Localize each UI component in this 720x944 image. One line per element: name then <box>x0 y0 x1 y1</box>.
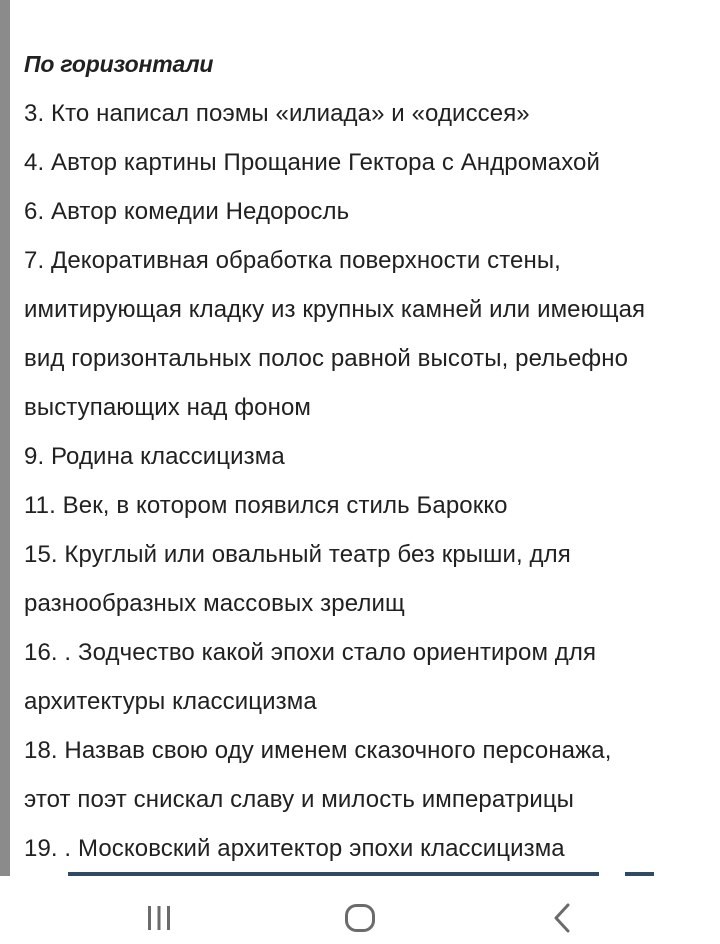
scroll-edge-bar <box>0 0 10 876</box>
text-line: 16. . Зодчество какой эпохи стало ориентиром для <box>24 639 597 666</box>
text-line: архитектуры классицизма <box>24 688 317 715</box>
text-line: 18. Назвав свою оду именем сказочного персонажа, <box>24 737 612 764</box>
text-line: 11. Век, в котором появился стиль Барокко <box>24 492 508 519</box>
text-line: 19. . Московский архитектор эпохи классицизма <box>24 835 565 862</box>
text-line: 15. Круглый или овальный театр без крыши, для <box>24 541 571 568</box>
text-line: 4. Автор картины Прощание Гектора с Андромахой <box>24 149 600 176</box>
home-button[interactable] <box>332 890 388 944</box>
back-button[interactable] <box>534 890 590 944</box>
recent-apps-button[interactable] <box>131 890 187 944</box>
text-line: 7. Декоративная обработка поверхности стены, <box>24 247 561 274</box>
section-heading: По горизонтали <box>24 51 214 77</box>
crossword-clues-text <box>24 40 720 873</box>
system-navigation-bar <box>0 876 720 944</box>
text-line: 3. Кто написал поэмы «илиада» и «одиссея» <box>24 100 530 127</box>
recent-apps-icon <box>144 903 174 933</box>
text-line: 6. Автор комедии Недоросль <box>24 198 350 225</box>
text-line: 9. Родина классицизма <box>24 443 285 470</box>
text-line: вид горизонтальных полос равной высоты, рельефно <box>24 345 629 372</box>
text-line: этот поэт снискал славу и милость императрицы <box>24 786 575 813</box>
text-line: имитирующая кладку из крупных камней или имеющая <box>24 296 646 323</box>
back-icon <box>550 903 574 933</box>
home-icon <box>344 903 376 933</box>
text-line: выступающих над фоном <box>24 394 311 421</box>
text-line: разнообразных массовых зрелищ <box>24 590 405 617</box>
